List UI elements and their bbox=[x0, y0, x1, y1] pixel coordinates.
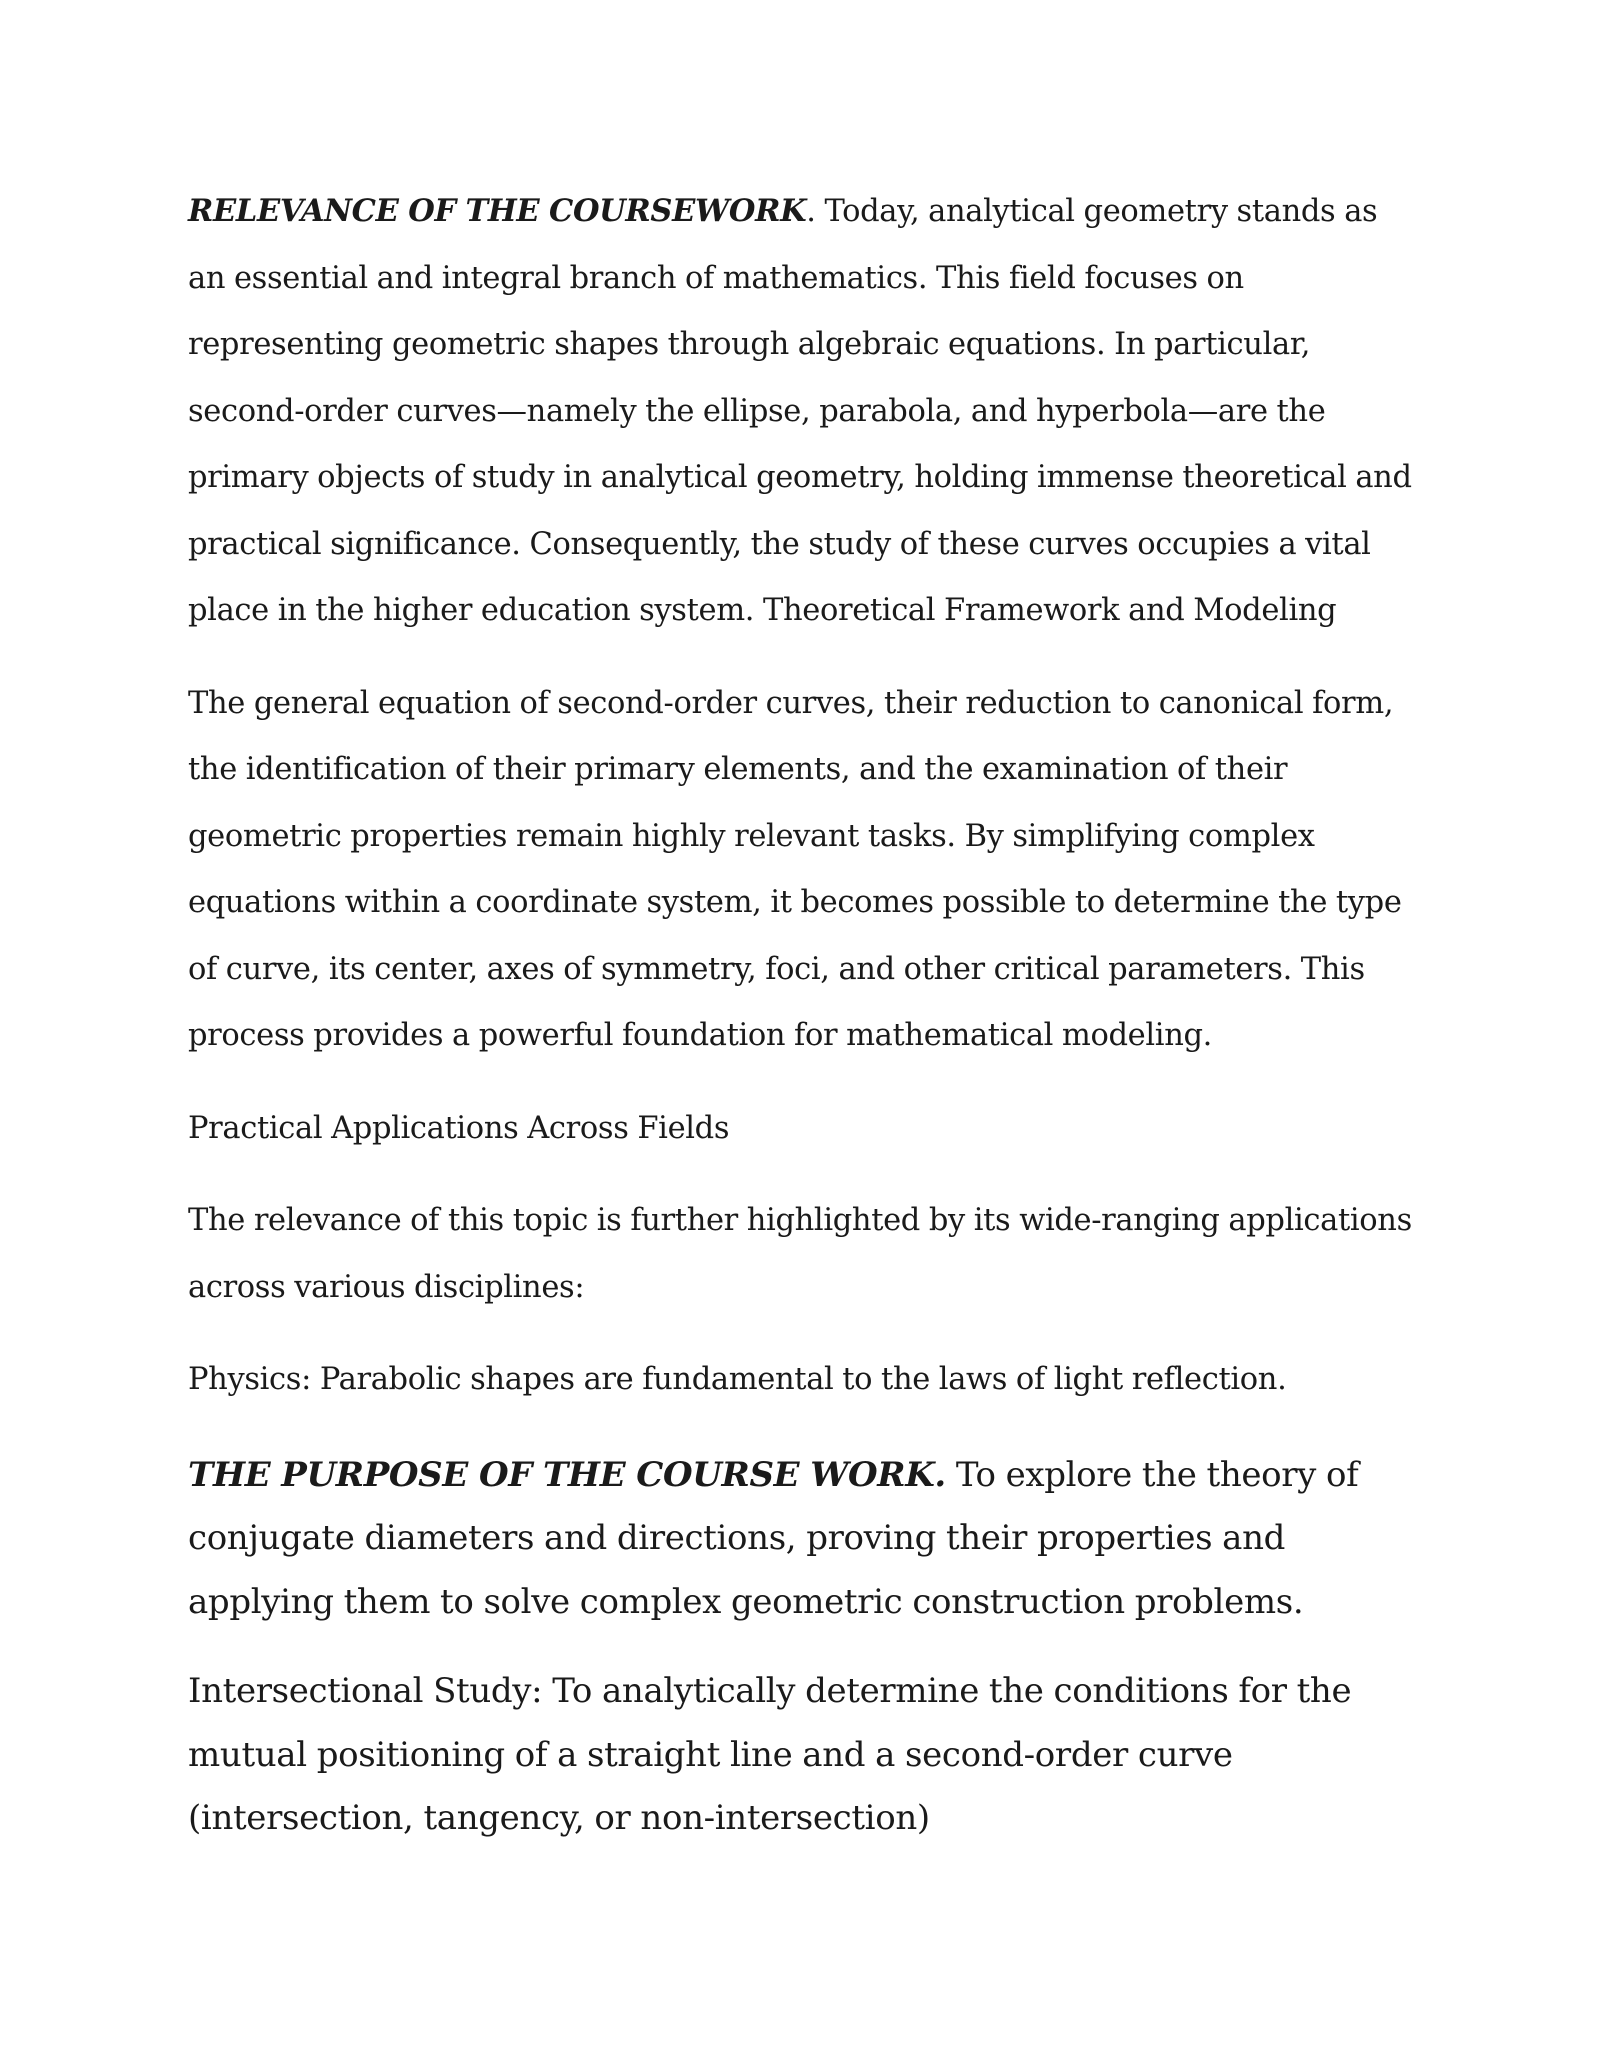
relevance-text: Today, analytical geometry stands as an essential and integral branch of mathematics. This field focuses on representing geometric shapes through algebraic equations. In particular, second-order curves—namely the ellipse, parabola, and hyperbola—are the primary objects of study in analytical geometry, holding immense theoretical and practical significance. Consequently, the study of these curves occupies a vital place in the higher education system. Theoretical Framework and Modeling bbox=[188, 194, 1412, 628]
applications-intro: The relevance of this topic is further highlighted by its wide-ranging applications across various disciplines: bbox=[188, 1203, 1412, 1305]
intersectional-study-paragraph: Intersectional Study: To analytically determine the conditions for the mutual positioning of a straight line and a second-order curve (intersection, tangency, or non-intersection) bbox=[188, 1671, 1352, 1838]
applications-heading: Practical Applications Across Fields bbox=[188, 1110, 730, 1146]
framework-paragraph: The general equation of second-order curves, their reduction to canonical form, the identification of their primary elements, and the examination of their geometric properties remain highly relevant tasks. By simplifying complex equations within a coordinate system, it becomes possible to determine the type of curve, its center, axes of symmetry, foci, and other critical parameters. This process provides a powerful foundation for mathematical modeling. bbox=[188, 685, 1402, 1053]
relevance-heading: RELEVANCE OF THE COURSEWORK bbox=[188, 193, 807, 229]
relevance-heading-mark: . bbox=[806, 194, 816, 229]
physics-item: Physics: Parabolic shapes are fundamental to the laws of light reflection. bbox=[188, 1362, 1287, 1397]
document-page bbox=[188, 178, 1420, 1851]
purpose-text: To explore the theory of conjugate diameters and directions, proving their properties and applying them to solve complex geometric construction problems. bbox=[188, 1454, 1359, 1622]
relevance-paragraph bbox=[188, 178, 1420, 645]
purpose-heading: THE PURPOSE OF THE COURSE WORK. bbox=[188, 1454, 946, 1495]
purpose-paragraph bbox=[188, 1444, 1420, 1635]
